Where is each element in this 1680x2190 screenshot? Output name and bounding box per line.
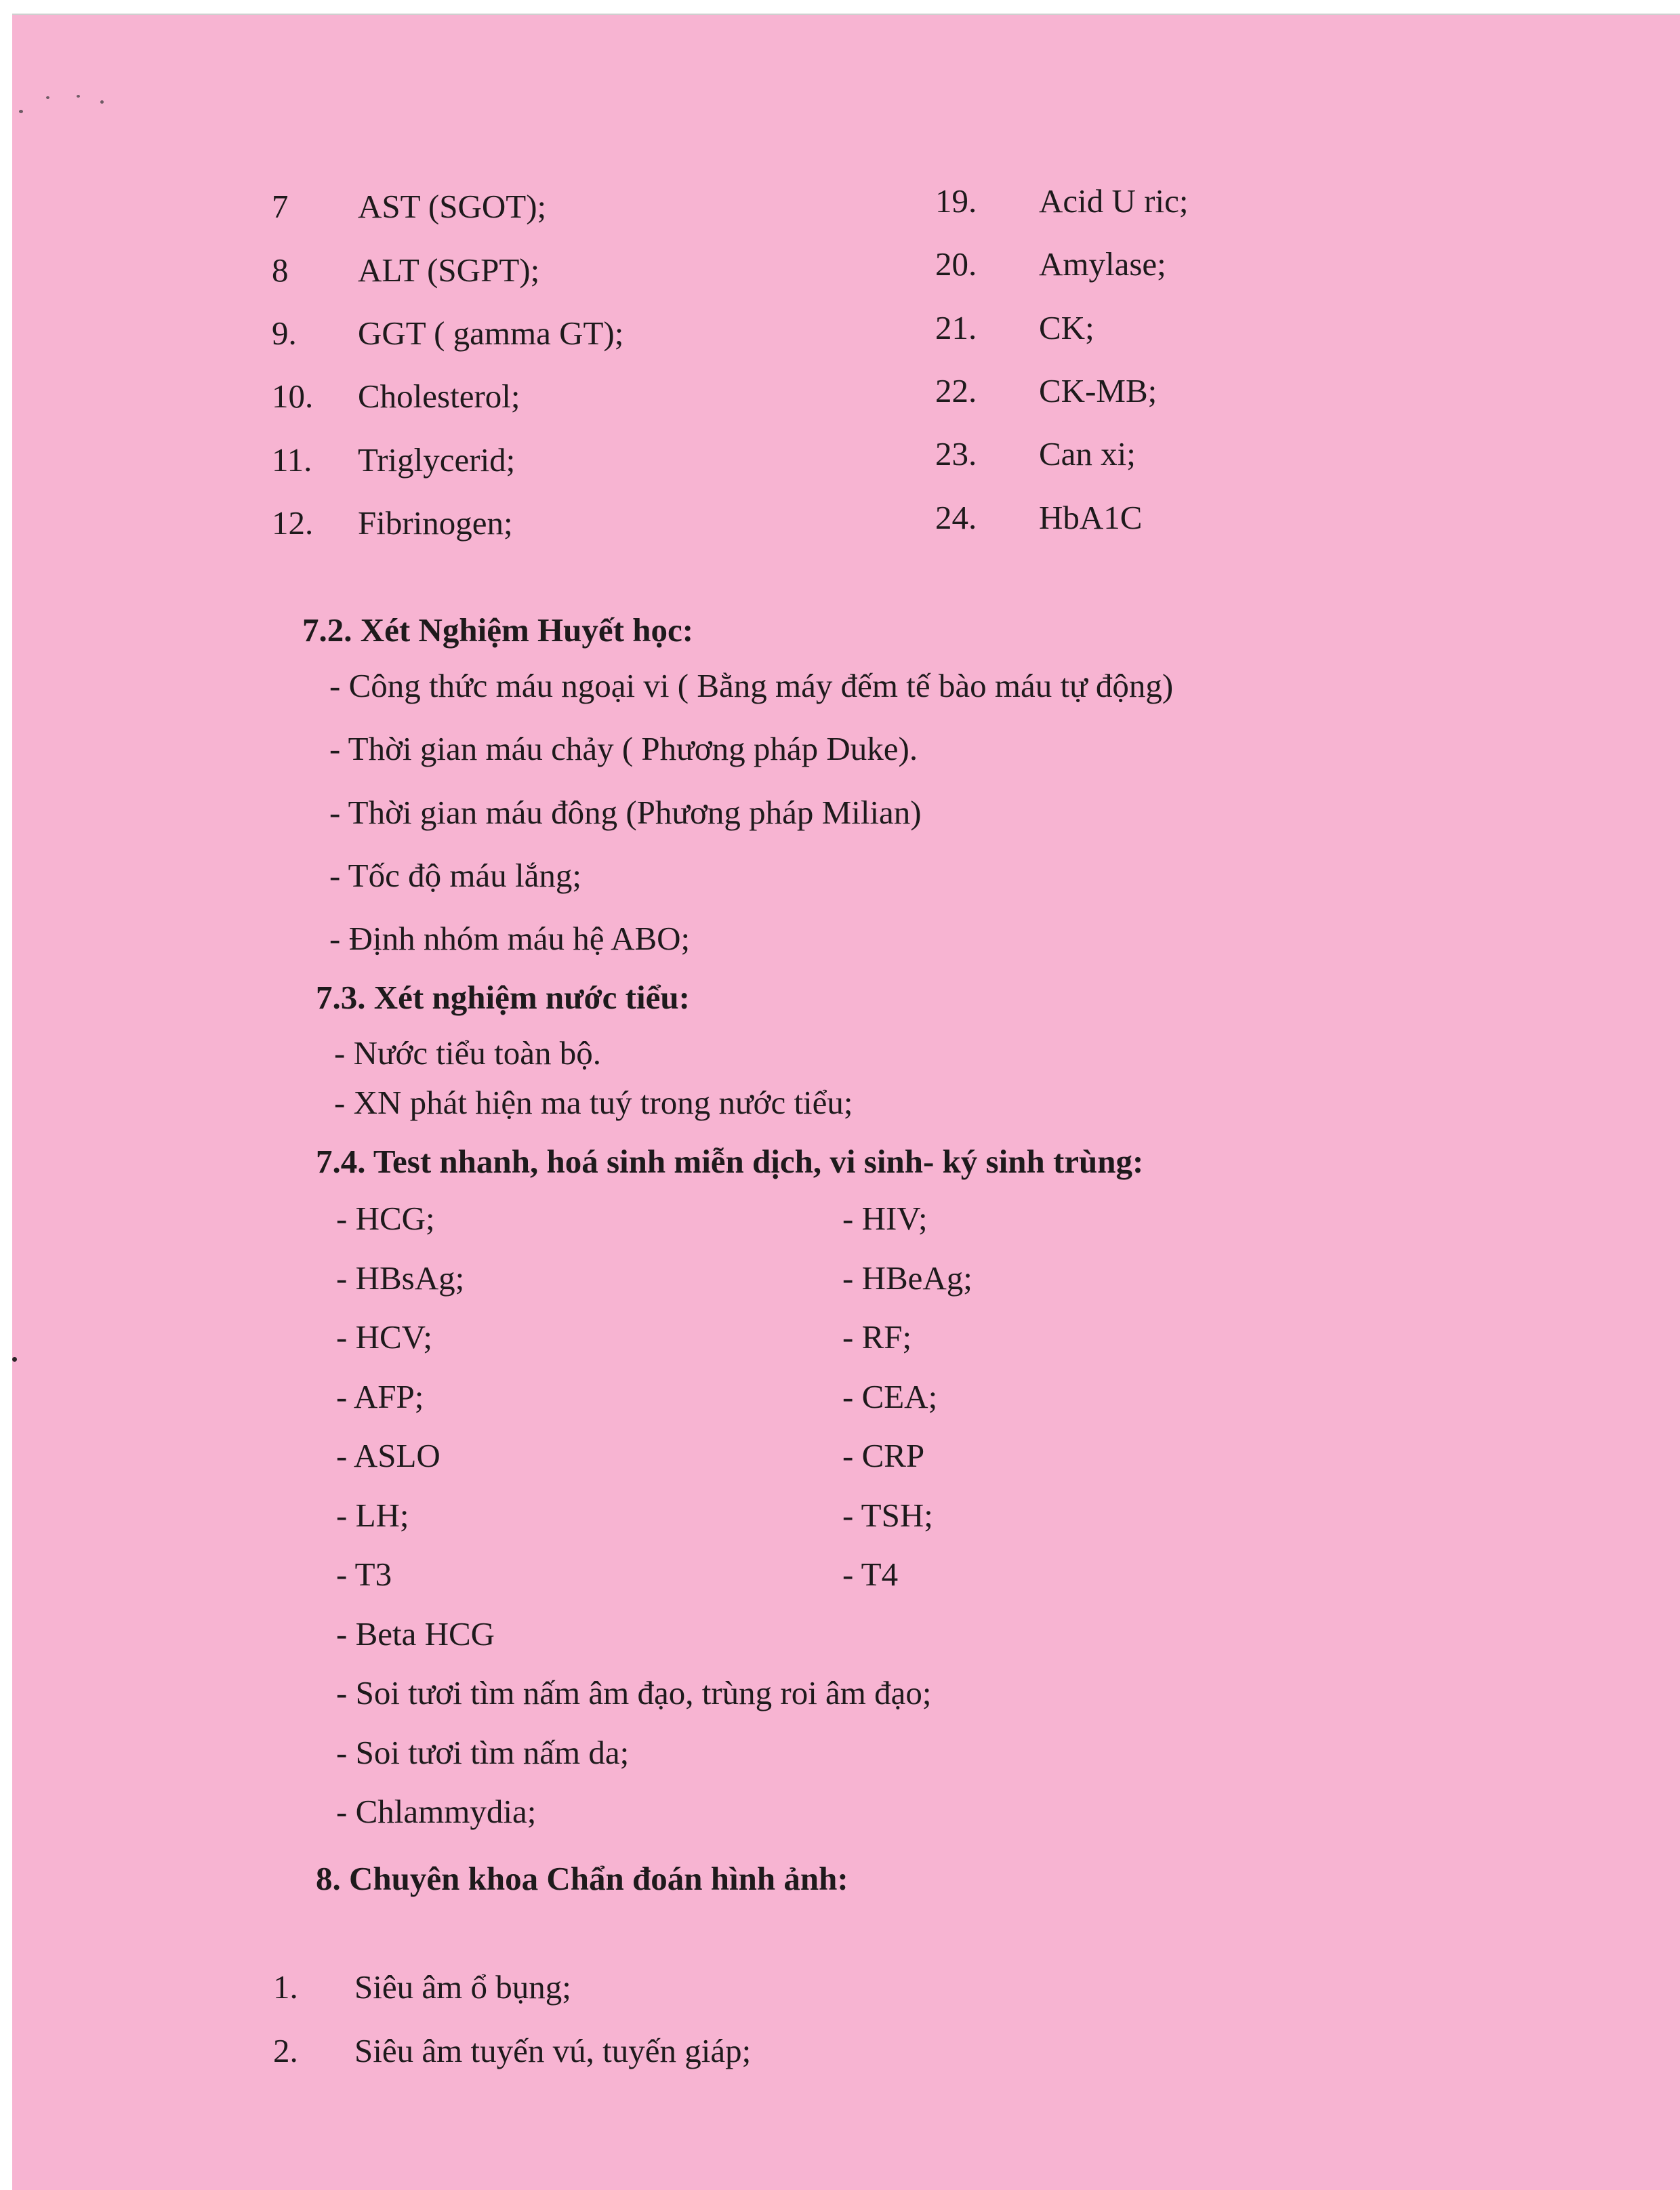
list-item: AST (SGOT); [358, 188, 547, 225]
rapid-test-item: - HCG; [336, 1200, 435, 1237]
list-item: CK; [1039, 309, 1094, 346]
list-item: GGT ( gamma GT); [358, 315, 624, 352]
section-heading-hematology: 7.2. Xét Nghiệm Huyết học: [302, 611, 694, 649]
rapid-test-item: - T3 [336, 1556, 392, 1593]
rapid-test-item: - LH; [336, 1497, 409, 1534]
list-number: 22. [935, 372, 977, 409]
urine-item: - Nước tiểu toàn bộ. [334, 1034, 602, 1072]
hematology-item: - Định nhóm máu hệ ABO; [329, 920, 691, 957]
imaging-item: Siêu âm ổ bụng; [354, 1968, 571, 2006]
scan-speck [12, 1357, 17, 1362]
scan-speck [100, 100, 104, 104]
list-number: 21. [935, 309, 977, 346]
list-number: 24. [935, 499, 977, 536]
rapid-test-item: - AFP; [336, 1378, 424, 1415]
list-number: 7 [272, 188, 289, 225]
list-number: 23. [935, 435, 977, 472]
hematology-item: - Công thức máu ngoại vi ( Bằng máy đếm tế bào máu tự động) [329, 667, 1174, 704]
document-page [12, 14, 1680, 2190]
rapid-test-item: - RF; [842, 1318, 912, 1356]
list-item: Fibrinogen; [358, 504, 513, 542]
list-number: 20. [935, 245, 977, 283]
list-item: Can xi; [1039, 435, 1136, 472]
urine-item: - XN phát hiện ma tuý trong nước tiểu; [334, 1084, 853, 1121]
list-number: 11. [272, 441, 312, 479]
rapid-test-item: - CRP [842, 1437, 925, 1474]
list-item: Cholesterol; [358, 378, 520, 415]
rapid-test-item: - Beta HCG [336, 1615, 495, 1652]
rapid-test-item: - CEA; [842, 1378, 938, 1415]
scan-speck [19, 110, 23, 113]
rapid-test-item: - ASLO [336, 1437, 441, 1474]
rapid-test-item: - T4 [842, 1556, 899, 1593]
list-number: 8 [272, 251, 289, 289]
list-number: 2. [273, 2032, 298, 2069]
rapid-test-item: - Chlammydia; [336, 1793, 537, 1830]
rapid-test-item: - Soi tươi tìm nấm da; [336, 1734, 630, 1771]
hematology-item: - Thời gian máu đông (Phương pháp Milian) [329, 794, 922, 831]
section-heading-urine: 7.3. Xét nghiệm nước tiểu: [316, 979, 690, 1016]
list-number: 1. [273, 1968, 298, 2006]
list-item: Triglycerid; [358, 441, 516, 479]
rapid-test-item: - HIV; [842, 1200, 928, 1237]
hematology-item: - Thời gian máu chảy ( Phương pháp Duke). [329, 730, 918, 767]
list-number: 9. [272, 315, 297, 352]
section-heading-rapid-tests: 7.4. Test nhanh, hoá sinh miễn dịch, vi sinh- ký sinh trùng: [316, 1143, 1144, 1180]
rapid-test-item: - HCV; [336, 1318, 432, 1356]
list-item: CK-MB; [1039, 372, 1157, 409]
list-number: 12. [272, 504, 314, 542]
list-item: ALT (SGPT); [358, 251, 540, 289]
rapid-test-item: - Soi tươi tìm nấm âm đạo, trùng roi âm đạo; [336, 1674, 932, 1711]
list-item: Acid U ric; [1039, 182, 1189, 220]
hematology-item: - Tốc độ máu lắng; [329, 857, 581, 894]
imaging-item: Siêu âm tuyến vú, tuyến giáp; [354, 2032, 752, 2069]
list-item: HbA1C [1039, 499, 1143, 536]
list-number: 19. [935, 182, 977, 220]
list-number: 10. [272, 378, 314, 415]
rapid-test-item: - HBsAg; [336, 1259, 465, 1297]
scan-speck [46, 96, 49, 99]
scan-speck [77, 95, 80, 98]
section-heading-imaging: 8. Chuyên khoa Chẩn đoán hình ảnh: [316, 1860, 848, 1897]
rapid-test-item: - HBeAg; [842, 1259, 972, 1297]
list-item: Amylase; [1039, 245, 1166, 283]
rapid-test-item: - TSH; [842, 1497, 933, 1534]
